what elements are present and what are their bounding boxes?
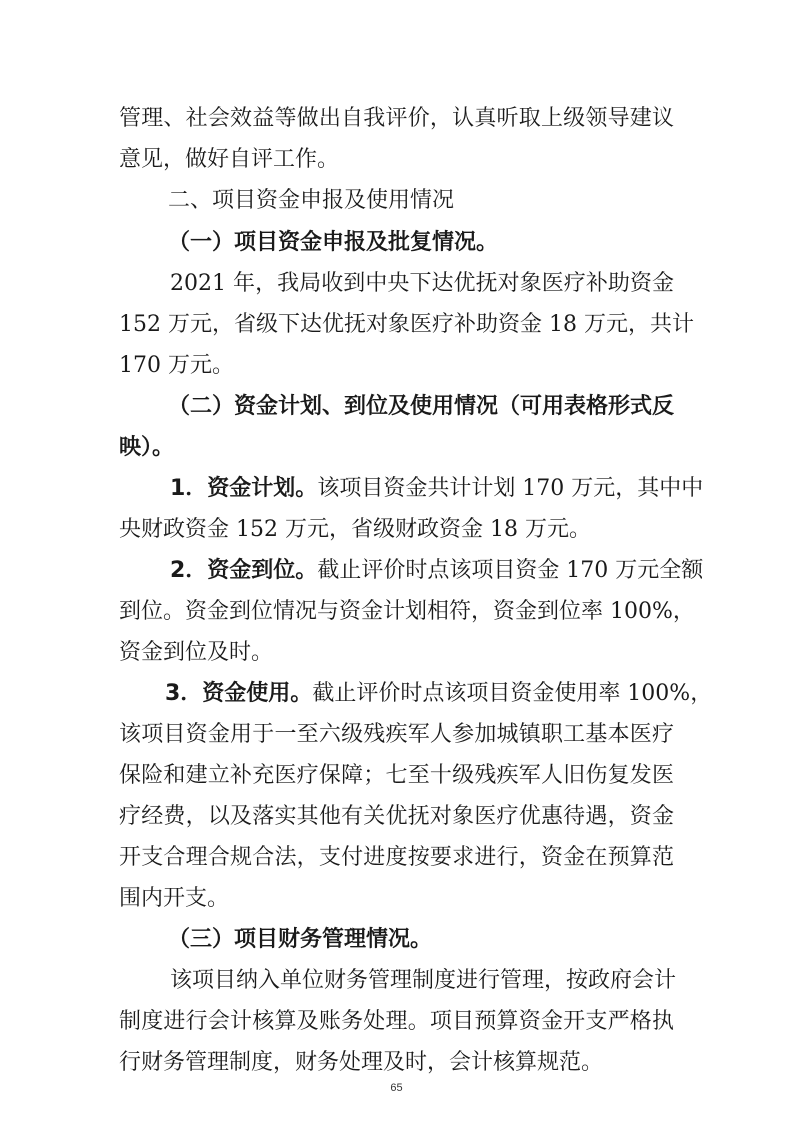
text-line: 制度进行会计核算及账务处理。项目预算资金开支严格执 — [119, 1009, 674, 1034]
subsection-heading: （三）项目财务管理情况。 — [168, 927, 433, 952]
subsection-heading: （一）项目资金申报及批复情况。 — [168, 230, 499, 255]
item-title: 3．资金使用。 — [165, 681, 313, 706]
text-line: 围内开支。 — [119, 886, 230, 911]
text-line: 152 万元，省级下达优抚对象医疗补助资金 18 万元，共计 — [119, 312, 694, 337]
text-line: 行财务管理制度，财务处理及时，会计核算规范。 — [119, 1050, 604, 1075]
text-line: 到位。资金到位情况与资金计划相符，资金到位率 100%， — [119, 599, 695, 624]
page-number: 65 — [390, 1082, 403, 1094]
subsection-heading: 映）。 — [119, 435, 175, 460]
text-line: 该项目纳入单位财务管理制度进行管理，按政府会计 — [170, 968, 677, 993]
text-line: 保险和建立补充医疗保障；七至十级残疾军人旧伤复发医 — [119, 763, 674, 788]
text-line: 该项目资金用于一至六级残疾军人参加城镇职工基本医疗 — [119, 722, 674, 747]
subsection-heading: （二）资金计划、到位及使用情况（可用表格形式反 — [168, 394, 675, 419]
text-line: 2021 年，我局收到中央下达优抚对象医疗补助资金 — [170, 271, 674, 296]
item-title: 2．资金到位。 — [170, 558, 318, 583]
text-line: 170 万元。 — [119, 353, 234, 378]
text-line: 截止评价时点该项目资金使用率 100%， — [312, 681, 713, 706]
text-line: 截止评价时点该项目资金 170 万元全额 — [317, 558, 704, 583]
text-line: 意见，做好自评工作。 — [119, 147, 340, 172]
text-line: 资金到位及时。 — [119, 640, 274, 665]
text-line: 该项目资金共计计划 170 万元，其中中 — [317, 476, 704, 501]
text-line: 疗经费，以及落实其他有关优抚对象医疗优惠待遇，资金 — [119, 804, 674, 829]
section-heading: 二、项目资金申报及使用情况 — [168, 188, 455, 213]
text-line: 管理、社会效益等做出自我评价，认真听取上级领导建议 — [119, 106, 674, 131]
item-title: 1．资金计划。 — [170, 476, 318, 501]
text-line: 央财政资金 152 万元，省级财政资金 18 万元。 — [119, 517, 591, 542]
text-line: 开支合理合规合法，支付进度按要求进行，资金在预算范 — [119, 845, 674, 870]
